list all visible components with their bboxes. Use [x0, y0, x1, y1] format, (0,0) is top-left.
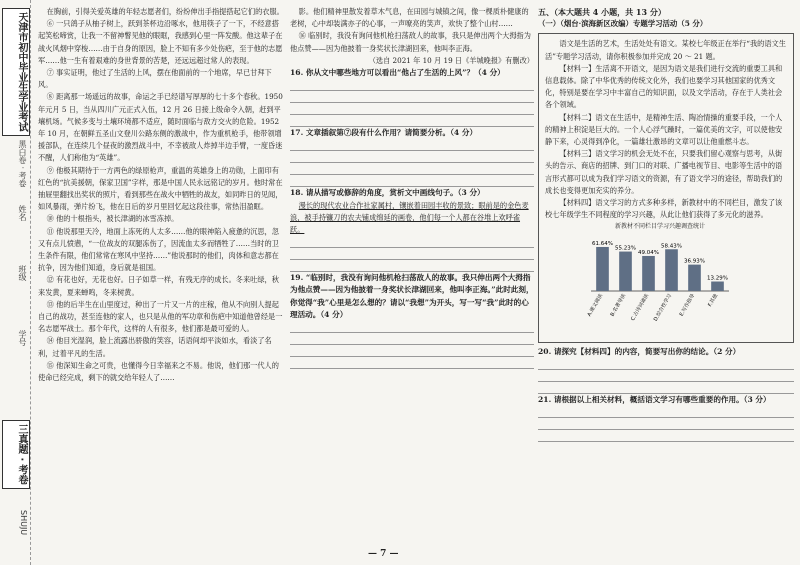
paragraph: ⑥ 一只鸽子从柚子树上，跃到茶杯边沿啄水，他用筷子了一下，不经意搭起笑松啼赏，让我一不留神瞥见他的眼眶，我感到心里一阵发酸。他这辈子在战火风烟中穿梭……由于自身的原因，脸上不知有多少处伤疤，至于他的志愿军……他一生有着艰难的身世背景的苦楚，还远远超过常人的表现。: [38, 19, 283, 65]
material-1: 【材料一】生活离不开语文，是因为语文是我们进行交流的重要工具和信息载体。除了中华优秀的传统文化外，我们也要学习其他国家的优秀文化，特别是要在学习中丰富自己的知识面，以及文学活动，存在于人类社会各个领域。: [545, 63, 783, 110]
paragraph: ⑩ 他的十根指头，被长津湖的冰雪冻掉。: [46, 214, 179, 224]
name-label: 姓名: [18, 205, 27, 221]
paragraph: 在胸前，引得关爱英雄的年轻志愿者们，纷纷伸出手指提搭起它们的衣服。: [46, 7, 284, 16]
binding-margin: [0, 0, 31, 565]
brand-band-bottom: 三真题 · 考卷: [2, 420, 30, 489]
answer-line[interactable]: [290, 162, 534, 163]
data-label: 61.64%: [592, 241, 613, 248]
question-18: 18. 请从描写或修辞的角度，赏析文中画线句子。（3 分）: [290, 188, 485, 198]
category-label: B.名著导读: [609, 293, 628, 319]
answer-line[interactable]: [290, 150, 534, 151]
chart-svg: [585, 231, 735, 333]
paragraph: ⑫ 有花也好，无花也好。日子如草一样，有残无序的成长。冬来吐绿，秋来发黄，夏来蝉鸣，冬来树黄。: [38, 275, 279, 297]
quoted-sentence: 漫长的现代农业合作社家属村，镶嵌着田园丰收的景致；眼前是的金色麦浪，被手持镰刀的农夫铺成绵延的画卷，他们每一个人都在谷堆上欢呼雀跃。: [290, 200, 529, 235]
answer-line[interactable]: [538, 417, 794, 418]
answer-line[interactable]: [290, 90, 534, 91]
paragraph: ⑦ 事实证明，他过了生活的上风，摆在他面前的一个地席，早已甘拜下风。: [38, 68, 272, 90]
number-label: 学号: [18, 330, 27, 346]
chart-bar: [688, 265, 701, 291]
series-label: 黑白卷 · 考卷: [18, 140, 27, 188]
section-title: 五、（本大题共 4 小题，共 13 分）: [538, 7, 666, 17]
paragraph: 影。他们精神里散发着草木气息，在田园与城镇之间，像一棵质朴健康的老树，心中却装满亦子的心事，一声嘹亮的笑声，欢快了整个山村……: [290, 7, 529, 29]
category-label: C.古诗词诵读: [629, 293, 651, 323]
data-label: 58.43%: [661, 243, 682, 250]
category-label: A.课文阅读: [586, 293, 605, 319]
section-intro: 语文是生活的艺术，生活处处有语文。某校七年级正在举行“我的语文生活”专题学习活动，请你积极参加并完成 20 ～ 21 题。: [545, 39, 786, 61]
answer-line[interactable]: [290, 259, 534, 260]
chart-title: 新教材不同栏目学习兴趣调查统计: [614, 223, 705, 231]
answer-line[interactable]: [290, 332, 534, 333]
data-label: 13.29%: [707, 275, 728, 282]
chart-bar: [619, 252, 632, 291]
column-right: [538, 6, 794, 442]
answer-line[interactable]: [290, 247, 534, 248]
chart-bar: [596, 247, 609, 291]
paragraph: ⑧ 距离那一场遥远的故事，命运之手已经谱写厚厚的七十多个春秋。1950 年元月 5 日，当从四川广元正式入伍，12 月 26 日接上级命令入朝，赶到平壤机场。气候多变与土壤环境都不适应，随时面临与敌方交火的危险。1952 年 10 月，在朝鲜五圣山文登川公路东侧的激战中，作为重机枪手，他带领增援部队，在连续几个昼夜的激烈战斗中，不幸被敌人炸掉半边手臂，一度昏迷不醒，人们称他为“英雄”。: [38, 92, 283, 163]
category-label: D.综合性学习: [652, 293, 674, 323]
bar-chart: [585, 223, 735, 337]
section-subtitle: （一）（烟台·滨海新区改编）专题学习活动（5 分）: [538, 19, 708, 29]
chart-bar: [665, 250, 678, 292]
column-left: [38, 6, 284, 384]
page-number: — 7 —: [368, 549, 399, 559]
category-label: F.其他: [707, 293, 720, 309]
paragraph: ⑪ 他说那里天冷，地面上冻死的人太多……他的眼神陷入疲惫的沉思，忽又有点儿愤懑，“一位战友的双腿冻伤了，因流血太多而牺牲了……当时的卫生条件有限，他们常常在寒风中坚持……”他说那时的他们，肉体和意志都在抗争，因为他们知道，身后就是祖国。: [38, 226, 279, 273]
chart-bar: [711, 282, 724, 291]
column-middle: [290, 6, 534, 369]
material-4: 【材料四】语文学习的方式多种多样，新教材中的不同栏目，激发了该校七年级学生不同程度的学习兴趣，从此让他们获得了多元化的滋养。: [545, 198, 783, 220]
answer-line[interactable]: [290, 102, 534, 103]
question-16: 16. 你从文中哪些地方可以看出“他占了生活的上风”？（4 分）: [290, 68, 505, 78]
answer-line[interactable]: [290, 174, 534, 175]
question-21: 21. 请根据以上相关材料，概括语文学习有哪些重要的作用。（3 分）: [538, 394, 771, 404]
brand-band: 天津市初中毕业生学业考试: [2, 8, 30, 136]
answer-line[interactable]: [290, 356, 534, 357]
answer-line[interactable]: [290, 368, 534, 369]
data-label: 55.23%: [615, 246, 636, 253]
data-label: 36.93%: [684, 259, 705, 266]
paragraph: ⑮ 他深知生命之可贵，也懂得今日幸福来之不易。他说，他们那一代人的使命已经完成，剩下的就交给年轻人了……: [38, 360, 279, 383]
paragraph: ⑬ 他的后半生在山里度过，种出了一片又一片的庄稼，他从不向别人提起自己的战功，甚至连他的家人，也只是从他的军功章和伤疤中知道他曾经是一名志愿军战士。那个年代，这样的人有很多，他们都是最可爱的人。: [38, 299, 283, 334]
answer-line[interactable]: [538, 441, 794, 442]
question-20: 20. 请探究【材料四】的内容，简要写出你的结论。（2 分）: [538, 346, 741, 356]
question-19: 19. “临别时，我没有询问他机枪扫荡敌人的故事。我只伸出两个大拇指为他点赞——因为他披着一身奖状长津湖回来，他叫李正海。”此时此刻，你觉得“我”心里是怎么想的？请以“我想”为开头，写一写“我”此时的心理活动。（4 分）: [290, 273, 534, 319]
materials-box: [538, 33, 794, 342]
source-citation: （选自 2021 年 10 月 19 日《羊城晚报》有删改）: [368, 55, 534, 65]
category-label: E.写作指导: [678, 293, 697, 318]
answer-line[interactable]: [538, 369, 794, 370]
class-label: 班级: [18, 265, 27, 281]
answer-line[interactable]: [290, 344, 534, 345]
paragraph: ⑭ 他目光湿润，脸上流露出骄傲的笑容，话语间却平淡如水，看淡了名利，过着平凡的生活。: [38, 336, 272, 358]
chart-bar: [642, 256, 655, 291]
paragraph: ⑨ 他极其期待于一方两色的绿原枪声，重温的英雄身上的功勋，上面印有红色的“抗美援朝，保家卫国”字样，那是中国人民永远铭记的岁月。他时常在抽屉里翻找出奖状的照片，看到那些在战火中牺牲的战友，如同昨日的见闻，如风暴雨，弹片纷飞，他在日后的岁月里回忆起这段往事，常热泪盈眶。: [38, 165, 283, 212]
material-3: 【材料三】语文学习的机会无处不在，只要我们留心观察与思考，从街头的告示、商店的招牌、到门口的对联、广播电视节目、电影等生活中的语言形式都可以成为我们学习语文的资源，有了语文学习的途径，帮助我们的成长也变得更加充实的养分。: [545, 149, 783, 195]
answer-line[interactable]: [290, 114, 534, 115]
margin-code: SHUJU: [19, 510, 28, 536]
material-2: 【材料二】语文在生活中，是精神生活、陶冶情操的重要手段，一个人的精神上积淀是巨大的。一个人心浮气躁时，一篇优美的文字，可以使他安静下来，心灵得到净化，一篇雄壮激昂的文章可以让他重燃斗志。: [545, 112, 783, 147]
question-17: 17. 文章插叙第⑦段有什么作用？请简要分析。（4 分）: [290, 128, 478, 138]
answer-line[interactable]: [538, 381, 794, 382]
paragraph: ⑯ 临别时，我没有询问他机枪扫荡敌人的故事，我只是伸出两个大拇指为他点赞——因为他披着一身奖状长津湖回来，他叫李正海。: [290, 31, 531, 53]
answer-line[interactable]: [538, 429, 794, 430]
data-label: 49.04%: [638, 250, 659, 257]
